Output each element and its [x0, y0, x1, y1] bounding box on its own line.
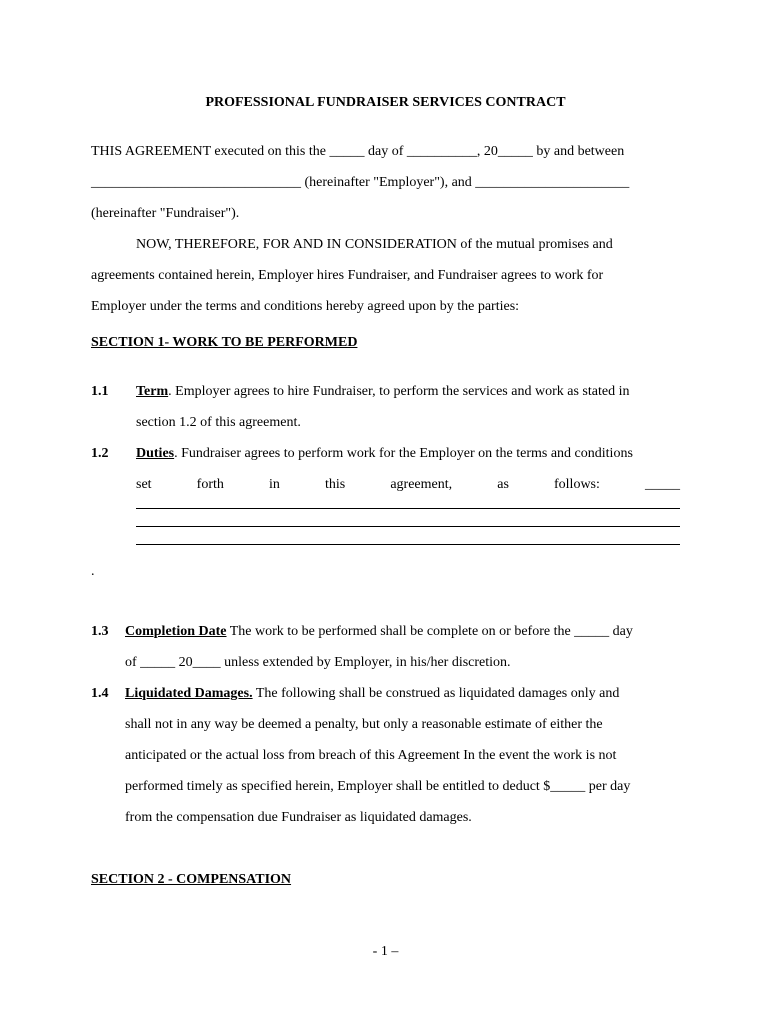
recital-line-2: agreements contained herein, Employer hires Fundraiser, and Fundraiser agrees to work for: [91, 268, 604, 283]
clause-1-4-line-3: anticipated or the actual loss from breach of this Agreement In the event the work is not: [125, 748, 617, 763]
clause-number: 1.2: [91, 446, 109, 461]
clause-text: The following shall be construed as liquidated damages only and: [252, 686, 620, 701]
recital-line-1: NOW, THEREFORE, FOR AND IN CONSIDERATION of the mutual promises and: [136, 237, 613, 252]
clause-text: . Fundraiser agrees to perform work for the Employer on the terms and conditions: [174, 446, 633, 461]
clause-number: 1.4: [91, 686, 109, 701]
page-title: PROFESSIONAL FUNDRAISER SERVICES CONTRACT: [205, 95, 566, 110]
clause-1-1: [91, 382, 680, 402]
blank-rule-1: [136, 508, 680, 509]
intro-line-2: ______________________________ (hereinafter "Employer"), and ______________________: [91, 175, 630, 190]
clause-term: Term: [136, 384, 169, 399]
clause-term: Duties: [136, 446, 175, 461]
clause-number: 1.3: [91, 624, 109, 639]
clause-term: Completion Date: [125, 624, 227, 639]
clause-number: 1.1: [91, 384, 109, 399]
section-1-heading: SECTION 1- WORK TO BE PERFORMED: [91, 335, 358, 350]
blank-rule-2: [136, 526, 680, 527]
page-number: - 1 –: [372, 944, 399, 959]
stray-period: .: [91, 564, 95, 579]
clause-text: . Employer agrees to hire Fundraiser, to perform the services and work as stated in: [168, 384, 630, 399]
clause-1-3-line-2: of _____ 20____ unless extended by Employer, in his/her discretion.: [125, 655, 511, 670]
clause-1-4-line-5: from the compensation due Fundraiser as liquidated damages.: [125, 810, 472, 825]
clause-1-4-line-2: shall not in any way be deemed a penalty, but only a reasonable estimate of either the: [125, 717, 603, 732]
blank-rule-3: [136, 544, 680, 545]
clause-1-2-line-2: set forth in this agreement, as follows: _____: [136, 477, 680, 492]
intro-line-3: (hereinafter "Fundraiser").: [91, 206, 240, 221]
clause-term: Liquidated Damages.: [125, 686, 253, 701]
clause-1-4-line-4: performed timely as specified herein, Employer shall be entitled to deduct $_____ per day: [125, 779, 631, 794]
clause-1-3: [91, 622, 680, 642]
clause-1-4: [91, 684, 680, 704]
section-2-heading: SECTION 2 - COMPENSATION: [91, 872, 292, 887]
clause-1-1-line-2: section 1.2 of this agreement.: [136, 415, 301, 430]
recital-line-3: Employer under the terms and conditions hereby agreed upon by the parties:: [91, 299, 520, 314]
intro-line-1: THIS AGREEMENT executed on this the _____ day of __________, 20_____ by and between: [91, 144, 625, 159]
clause-1-2: [91, 444, 680, 464]
clause-text: The work to be performed shall be complete on or before the _____ day: [226, 624, 633, 639]
